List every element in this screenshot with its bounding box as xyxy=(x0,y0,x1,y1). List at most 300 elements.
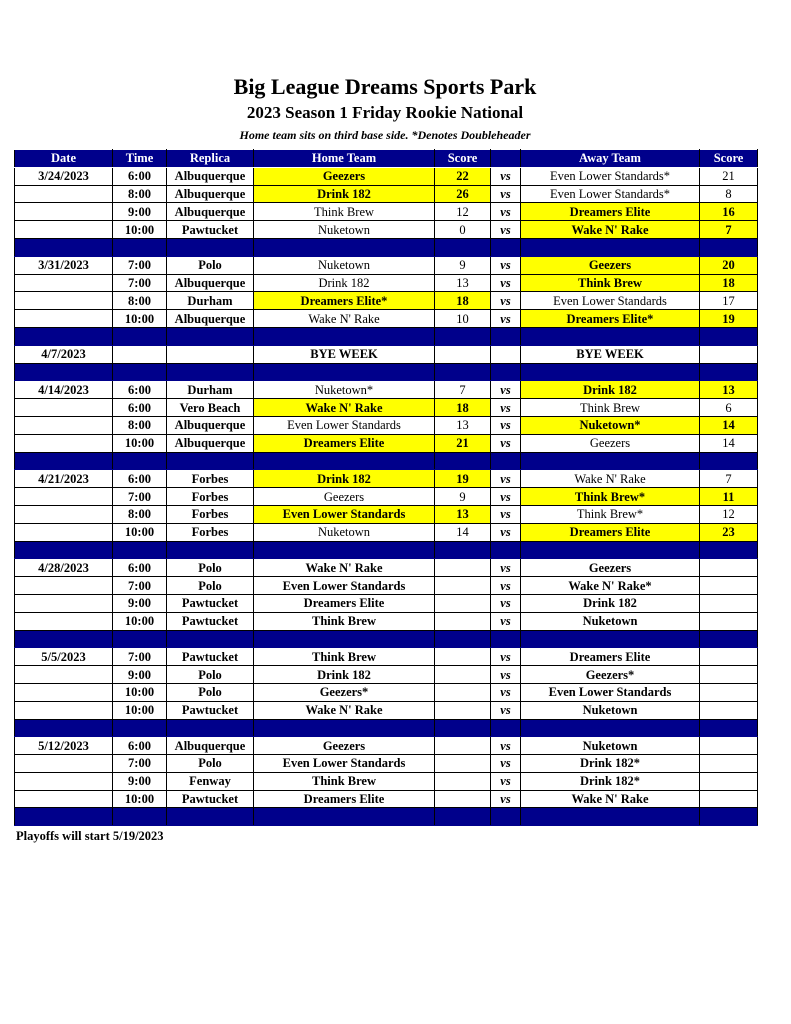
time-cell: 10:00 xyxy=(113,701,167,719)
replica-cell: Albuquerque xyxy=(167,167,254,185)
replica-cell: Albuquerque xyxy=(167,310,254,328)
separator-cell xyxy=(15,630,113,648)
away-team-cell: Nuketown xyxy=(521,701,700,719)
table-row xyxy=(15,488,758,506)
date-cell xyxy=(15,772,113,790)
header-date: Date xyxy=(15,150,113,168)
home-team-cell: Drink 182 xyxy=(254,666,435,684)
separator-cell xyxy=(491,541,521,559)
away-score-cell: 14 xyxy=(700,434,758,452)
time-cell: 6:00 xyxy=(113,399,167,417)
date-cell: 5/5/2023 xyxy=(15,648,113,666)
away-team-cell: Dreamers Elite xyxy=(521,203,700,221)
home-score-cell xyxy=(435,737,491,755)
away-score-cell xyxy=(700,737,758,755)
date-cell xyxy=(15,416,113,434)
away-score-cell: 11 xyxy=(700,488,758,506)
replica-cell: Durham xyxy=(167,381,254,399)
away-team-cell: Think Brew xyxy=(521,399,700,417)
home-team-cell: Dreamers Elite xyxy=(254,594,435,612)
time-cell xyxy=(113,345,167,363)
separator-cell xyxy=(491,363,521,381)
time-cell: 6:00 xyxy=(113,559,167,577)
separator-cell xyxy=(167,238,254,256)
home-score-cell xyxy=(435,577,491,595)
replica-cell: Pawtucket xyxy=(167,701,254,719)
home-team-cell: Nuketown xyxy=(254,221,435,239)
vs-cell: vs xyxy=(491,523,521,541)
playoffs-note: Playoffs will start 5/19/2023 xyxy=(16,829,164,843)
home-team-cell: BYE WEEK xyxy=(254,345,435,363)
separator-row xyxy=(15,630,758,648)
vs-cell: vs xyxy=(491,274,521,292)
table-row xyxy=(15,292,758,310)
away-team-cell: Think Brew* xyxy=(521,488,700,506)
away-score-cell: 7 xyxy=(700,470,758,488)
date-cell xyxy=(15,434,113,452)
vs-cell: vs xyxy=(491,701,521,719)
date-cell xyxy=(15,701,113,719)
separator-row xyxy=(15,719,758,737)
separator-cell xyxy=(521,541,700,559)
vs-cell: vs xyxy=(491,221,521,239)
separator-cell xyxy=(15,327,113,345)
separator-cell xyxy=(254,327,435,345)
separator-cell xyxy=(435,363,491,381)
separator-cell xyxy=(521,452,700,470)
table-row xyxy=(15,274,758,292)
away-score-cell xyxy=(700,790,758,808)
header-home-score: Score xyxy=(435,150,491,168)
table-row xyxy=(15,648,758,666)
away-team-cell: Drink 182 xyxy=(521,381,700,399)
vs-cell: vs xyxy=(491,666,521,684)
separator-cell xyxy=(254,452,435,470)
separator-cell xyxy=(491,630,521,648)
table-row xyxy=(15,666,758,684)
home-team-cell: Wake N' Rake xyxy=(254,310,435,328)
header-vs xyxy=(491,150,521,168)
table-row xyxy=(15,612,758,630)
separator-cell xyxy=(113,327,167,345)
home-team-cell: Even Lower Standards xyxy=(254,755,435,773)
home-score-cell: 9 xyxy=(435,256,491,274)
home-team-cell: Nuketown* xyxy=(254,381,435,399)
home-team-cell: Nuketown xyxy=(254,523,435,541)
away-score-cell: 19 xyxy=(700,310,758,328)
separator-cell xyxy=(167,630,254,648)
separator-cell xyxy=(15,238,113,256)
separator-cell xyxy=(700,238,758,256)
date-cell xyxy=(15,185,113,203)
home-team-cell: Wake N' Rake xyxy=(254,399,435,417)
away-score-cell: 14 xyxy=(700,416,758,434)
vs-cell: vs xyxy=(491,577,521,595)
home-score-cell xyxy=(435,701,491,719)
home-score-cell: 18 xyxy=(435,292,491,310)
vs-cell: vs xyxy=(491,755,521,773)
time-cell: 7:00 xyxy=(113,488,167,506)
vs-cell: vs xyxy=(491,790,521,808)
date-cell: 3/31/2023 xyxy=(15,256,113,274)
separator-cell xyxy=(113,630,167,648)
away-team-cell: Geezers xyxy=(521,559,700,577)
separator-cell xyxy=(491,327,521,345)
time-cell: 8:00 xyxy=(113,505,167,523)
table-row xyxy=(15,381,758,399)
table-row xyxy=(15,256,758,274)
date-cell xyxy=(15,683,113,701)
date-cell xyxy=(15,221,113,239)
table-row xyxy=(15,577,758,595)
away-team-cell: Wake N' Rake* xyxy=(521,577,700,595)
separator-cell xyxy=(521,719,700,737)
separator-cell xyxy=(167,808,254,826)
separator-cell xyxy=(167,541,254,559)
schedule-table xyxy=(14,149,758,826)
date-cell xyxy=(15,399,113,417)
away-team-cell: Nuketown* xyxy=(521,416,700,434)
separator-cell xyxy=(15,719,113,737)
separator-cell xyxy=(521,238,700,256)
separator-cell xyxy=(254,541,435,559)
separator-cell xyxy=(491,719,521,737)
vs-cell: vs xyxy=(491,310,521,328)
away-team-cell: Geezers* xyxy=(521,666,700,684)
separator-cell xyxy=(700,541,758,559)
away-team-cell: Wake N' Rake xyxy=(521,790,700,808)
header-away-team: Away Team xyxy=(521,150,700,168)
separator-cell xyxy=(254,238,435,256)
home-team-cell: Drink 182 xyxy=(254,185,435,203)
home-score-cell: 13 xyxy=(435,505,491,523)
time-cell: 7:00 xyxy=(113,755,167,773)
away-team-cell: Even Lower Standards xyxy=(521,683,700,701)
page-title: Big League Dreams Sports Park xyxy=(233,74,537,99)
date-cell xyxy=(15,523,113,541)
replica-cell: Polo xyxy=(167,755,254,773)
separator-row xyxy=(15,808,758,826)
home-score-cell xyxy=(435,755,491,773)
date-cell: 4/21/2023 xyxy=(15,470,113,488)
replica-cell: Pawtucket xyxy=(167,612,254,630)
home-score-cell xyxy=(435,345,491,363)
separator-cell xyxy=(521,327,700,345)
separator-cell xyxy=(435,630,491,648)
vs-cell: vs xyxy=(491,203,521,221)
away-team-cell: Even Lower Standards* xyxy=(521,167,700,185)
separator-cell xyxy=(700,808,758,826)
date-cell: 4/14/2023 xyxy=(15,381,113,399)
separator-cell xyxy=(435,541,491,559)
separator-cell xyxy=(254,630,435,648)
separator-cell xyxy=(15,541,113,559)
time-cell: 7:00 xyxy=(113,274,167,292)
home-team-cell: Think Brew xyxy=(254,612,435,630)
home-team-cell: Geezers xyxy=(254,167,435,185)
table-row xyxy=(15,310,758,328)
separator-cell xyxy=(435,808,491,826)
vs-cell: vs xyxy=(491,256,521,274)
home-team-cell: Wake N' Rake xyxy=(254,559,435,577)
table-row xyxy=(15,416,758,434)
home-score-cell: 0 xyxy=(435,221,491,239)
home-score-cell: 21 xyxy=(435,434,491,452)
replica-cell: Albuquerque xyxy=(167,185,254,203)
separator-cell xyxy=(700,719,758,737)
time-cell: 9:00 xyxy=(113,772,167,790)
time-cell: 10:00 xyxy=(113,221,167,239)
home-score-cell: 26 xyxy=(435,185,491,203)
away-score-cell: 23 xyxy=(700,523,758,541)
separator-cell xyxy=(435,238,491,256)
home-score-cell: 7 xyxy=(435,381,491,399)
home-team-cell: Geezers xyxy=(254,737,435,755)
away-team-cell: Dreamers Elite xyxy=(521,648,700,666)
vs-cell: vs xyxy=(491,167,521,185)
table-row xyxy=(15,185,758,203)
separator-cell xyxy=(435,719,491,737)
separator-cell xyxy=(167,363,254,381)
replica-cell: Vero Beach xyxy=(167,399,254,417)
replica-cell: Pawtucket xyxy=(167,790,254,808)
table-row xyxy=(15,790,758,808)
home-team-cell: Think Brew xyxy=(254,648,435,666)
header-time: Time xyxy=(113,150,167,168)
home-team-cell: Even Lower Standards xyxy=(254,577,435,595)
separator-cell xyxy=(700,452,758,470)
time-cell: 8:00 xyxy=(113,416,167,434)
home-score-cell: 18 xyxy=(435,399,491,417)
table-row xyxy=(15,167,758,185)
time-cell: 9:00 xyxy=(113,594,167,612)
separator-row xyxy=(15,327,758,345)
vs-cell: vs xyxy=(491,416,521,434)
table-row xyxy=(15,523,758,541)
time-cell: 10:00 xyxy=(113,523,167,541)
replica-cell: Polo xyxy=(167,559,254,577)
away-team-cell: Nuketown xyxy=(521,737,700,755)
home-team-cell: Think Brew xyxy=(254,772,435,790)
replica-cell: Durham xyxy=(167,292,254,310)
season-subtitle: 2023 Season 1 Friday Rookie National xyxy=(246,103,524,122)
table-row xyxy=(15,221,758,239)
table-row xyxy=(15,701,758,719)
separator-cell xyxy=(435,452,491,470)
away-team-cell: Think Brew* xyxy=(521,505,700,523)
separator-cell xyxy=(15,363,113,381)
separator-cell xyxy=(167,327,254,345)
home-team-cell: Drink 182 xyxy=(254,274,435,292)
away-score-cell: 21 xyxy=(700,167,758,185)
separator-cell xyxy=(113,808,167,826)
date-cell xyxy=(15,488,113,506)
time-cell: 7:00 xyxy=(113,648,167,666)
away-score-cell: 7 xyxy=(700,221,758,239)
home-score-cell xyxy=(435,594,491,612)
away-score-cell xyxy=(700,594,758,612)
away-team-cell: BYE WEEK xyxy=(521,345,700,363)
replica-cell: Forbes xyxy=(167,505,254,523)
vs-cell: vs xyxy=(491,399,521,417)
vs-cell: vs xyxy=(491,772,521,790)
away-score-cell xyxy=(700,577,758,595)
separator-cell xyxy=(491,238,521,256)
vs-cell: vs xyxy=(491,737,521,755)
separator-row xyxy=(15,452,758,470)
date-cell xyxy=(15,666,113,684)
home-score-cell: 13 xyxy=(435,274,491,292)
home-score-cell: 22 xyxy=(435,167,491,185)
home-score-cell xyxy=(435,559,491,577)
separator-cell xyxy=(113,363,167,381)
home-team-cell: Dreamers Elite xyxy=(254,790,435,808)
replica-cell: Polo xyxy=(167,256,254,274)
separator-cell xyxy=(700,630,758,648)
vs-cell: vs xyxy=(491,648,521,666)
vs-cell: vs xyxy=(491,594,521,612)
away-team-cell: Drink 182* xyxy=(521,772,700,790)
home-score-cell xyxy=(435,790,491,808)
date-cell xyxy=(15,310,113,328)
separator-cell xyxy=(491,808,521,826)
replica-cell xyxy=(167,345,254,363)
away-score-cell xyxy=(700,559,758,577)
home-score-cell: 13 xyxy=(435,416,491,434)
separator-cell xyxy=(15,808,113,826)
away-score-cell: 12 xyxy=(700,505,758,523)
vs-cell: vs xyxy=(491,292,521,310)
replica-cell: Albuquerque xyxy=(167,274,254,292)
away-score-cell xyxy=(700,701,758,719)
date-cell xyxy=(15,274,113,292)
time-cell: 8:00 xyxy=(113,185,167,203)
vs-cell xyxy=(491,345,521,363)
home-team-cell: Nuketown xyxy=(254,256,435,274)
date-cell xyxy=(15,594,113,612)
time-cell: 6:00 xyxy=(113,737,167,755)
vs-cell: vs xyxy=(491,505,521,523)
away-team-cell: Think Brew xyxy=(521,274,700,292)
separator-cell xyxy=(113,452,167,470)
separator-cell xyxy=(113,719,167,737)
time-cell: 7:00 xyxy=(113,256,167,274)
away-team-cell: Dreamers Elite xyxy=(521,523,700,541)
time-cell: 6:00 xyxy=(113,470,167,488)
away-team-cell: Even Lower Standards* xyxy=(521,185,700,203)
time-cell: 7:00 xyxy=(113,577,167,595)
separator-cell xyxy=(15,452,113,470)
replica-cell: Pawtucket xyxy=(167,648,254,666)
vs-cell: vs xyxy=(491,488,521,506)
table-row xyxy=(15,559,758,577)
date-cell: 4/7/2023 xyxy=(15,345,113,363)
away-team-cell: Drink 182 xyxy=(521,594,700,612)
time-cell: 9:00 xyxy=(113,203,167,221)
table-row xyxy=(15,470,758,488)
replica-cell: Forbes xyxy=(167,470,254,488)
separator-cell xyxy=(254,719,435,737)
away-score-cell: 6 xyxy=(700,399,758,417)
home-team-cell: Wake N' Rake xyxy=(254,701,435,719)
table-header xyxy=(15,150,758,168)
date-cell: 5/12/2023 xyxy=(15,737,113,755)
date-cell xyxy=(15,755,113,773)
header-home-team: Home Team xyxy=(254,150,435,168)
time-cell: 10:00 xyxy=(113,310,167,328)
home-team-cell: Even Lower Standards xyxy=(254,505,435,523)
replica-cell: Forbes xyxy=(167,488,254,506)
separator-cell xyxy=(700,363,758,381)
time-cell: 10:00 xyxy=(113,612,167,630)
home-score-cell xyxy=(435,666,491,684)
home-team-cell: Dreamers Elite xyxy=(254,434,435,452)
date-cell xyxy=(15,292,113,310)
table-row xyxy=(15,683,758,701)
away-score-cell: 16 xyxy=(700,203,758,221)
separator-cell xyxy=(521,808,700,826)
replica-cell: Pawtucket xyxy=(167,221,254,239)
away-score-cell: 13 xyxy=(700,381,758,399)
table-row xyxy=(15,505,758,523)
separator-cell xyxy=(521,363,700,381)
table-row xyxy=(15,737,758,755)
replica-cell: Albuquerque xyxy=(167,203,254,221)
home-score-cell xyxy=(435,612,491,630)
separator-cell xyxy=(167,719,254,737)
replica-cell: Polo xyxy=(167,683,254,701)
home-score-cell: 19 xyxy=(435,470,491,488)
replica-cell: Albuquerque xyxy=(167,737,254,755)
replica-cell: Forbes xyxy=(167,523,254,541)
table-row xyxy=(15,203,758,221)
time-cell: 6:00 xyxy=(113,381,167,399)
vs-cell: vs xyxy=(491,470,521,488)
home-team-cell: Geezers xyxy=(254,488,435,506)
time-cell: 9:00 xyxy=(113,666,167,684)
away-team-cell: Geezers xyxy=(521,256,700,274)
time-cell: 10:00 xyxy=(113,790,167,808)
away-team-cell: Drink 182* xyxy=(521,755,700,773)
away-team-cell: Dreamers Elite* xyxy=(521,310,700,328)
separator-cell xyxy=(254,808,435,826)
date-cell: 4/28/2023 xyxy=(15,559,113,577)
time-cell: 8:00 xyxy=(113,292,167,310)
away-score-cell xyxy=(700,345,758,363)
home-team-cell: Think Brew xyxy=(254,203,435,221)
table-row xyxy=(15,434,758,452)
replica-cell: Polo xyxy=(167,577,254,595)
date-cell xyxy=(15,577,113,595)
date-cell xyxy=(15,612,113,630)
away-score-cell xyxy=(700,666,758,684)
home-team-cell: Geezers* xyxy=(254,683,435,701)
replica-cell: Polo xyxy=(167,666,254,684)
table-row xyxy=(15,345,758,363)
separator-cell xyxy=(491,452,521,470)
separator-cell xyxy=(113,541,167,559)
separator-cell xyxy=(167,452,254,470)
away-team-cell: Even Lower Standards xyxy=(521,292,700,310)
separator-cell xyxy=(254,363,435,381)
home-score-cell xyxy=(435,683,491,701)
away-score-cell: 18 xyxy=(700,274,758,292)
vs-cell: vs xyxy=(491,381,521,399)
replica-cell: Albuquerque xyxy=(167,434,254,452)
away-team-cell: Wake N' Rake xyxy=(521,470,700,488)
away-team-cell: Geezers xyxy=(521,434,700,452)
date-cell xyxy=(15,790,113,808)
